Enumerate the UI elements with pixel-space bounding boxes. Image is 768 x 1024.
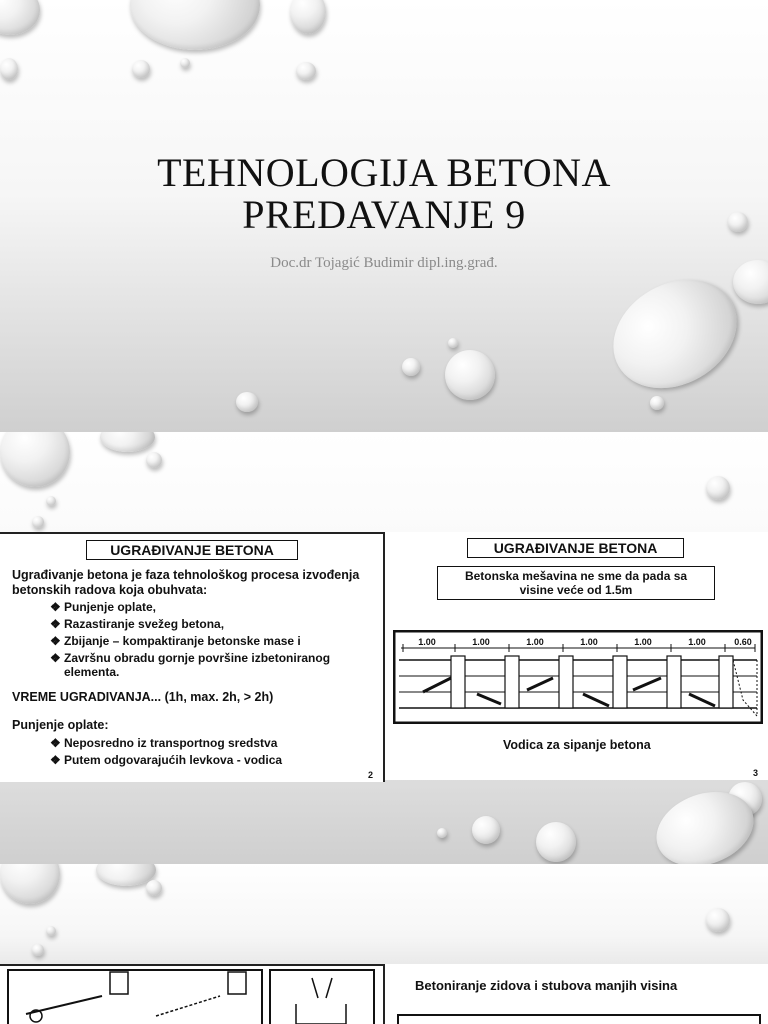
content-slide-3[interactable] (0, 864, 768, 1024)
intro-line-2: betonskih radova koja obuhvata: (12, 583, 208, 597)
water-drop (594, 258, 757, 410)
chute-diagram (393, 630, 763, 724)
title-line-2: PREDAVANJE 9 (242, 192, 526, 237)
rule-box (437, 566, 715, 600)
lecture-page-left (0, 964, 385, 1024)
diagram-caption: Vodica za sipanje betona (503, 738, 651, 752)
water-drop (132, 60, 150, 78)
water-drop (180, 58, 190, 68)
bullet-text: Putem odgovarajućih levkova - vodica (64, 753, 283, 767)
bullet-item: ❖ Završnu obradu gornje površine izbetoniranog (50, 651, 331, 665)
content-slide-2[interactable] (0, 432, 768, 864)
bullet-text: Razastiranje svežeg betona, (64, 617, 225, 631)
bullet-item: ❖ Zbijanje – kompaktiranje betonske mase i (50, 634, 301, 648)
bullet-item: ❖ Razastiranje svežeg betona, (50, 617, 225, 631)
water-drop (0, 432, 70, 487)
water-drop (402, 358, 420, 376)
dimension-label: 1.00 (526, 637, 544, 647)
water-drop (437, 828, 447, 838)
bullet-item: ❖ Neposredno iz transportnog sredstva (50, 736, 278, 750)
dimension-label: 1.00 (418, 637, 436, 647)
rule-line-1: Betonska mešavina ne sme da pada sa (464, 569, 688, 583)
dimension-label: 0.60 (734, 637, 752, 647)
water-drop (296, 62, 316, 80)
water-drop (100, 432, 155, 452)
water-drop (448, 338, 458, 348)
bullet-text: Završnu obradu gornje površine izbetoniranog (64, 651, 331, 665)
bullet-text: Zbijanje – kompaktiranje betonske mase i (64, 634, 301, 648)
water-drop (706, 476, 730, 500)
slide-title (0, 152, 768, 236)
page-number: 3 (752, 768, 758, 778)
water-drop (46, 496, 56, 506)
water-drop (290, 0, 326, 34)
water-drop (706, 908, 730, 932)
water-drop (236, 392, 258, 412)
bullet-item: ❖ Putem odgovarajućih levkova - vodica (50, 753, 283, 767)
bullet-continuation (64, 665, 119, 679)
water-drop (32, 944, 44, 956)
transport-diagram (6, 968, 376, 1024)
lecture-page-left (0, 532, 385, 782)
water-drop (146, 452, 162, 468)
title-slide[interactable] (0, 0, 768, 432)
punjenje-oplate-heading: Punjenje oplate: (12, 718, 109, 732)
lecture-page-right (385, 964, 768, 1024)
bullet-text: Neposredno iz transportnog sredstva (64, 736, 278, 750)
page-number: 2 (367, 770, 373, 780)
bullet-item: ❖ Punjenje oplate, (50, 600, 157, 614)
dimension-label: 1.00 (472, 637, 490, 647)
water-drop (46, 926, 56, 936)
slide-subtitle: Doc.dr Tojagić Budimir dipl.ing.građ. (270, 255, 498, 271)
water-drop (536, 822, 576, 862)
bullet-text: Punjenje oplate, (64, 600, 157, 614)
water-drop (0, 58, 18, 80)
vreme-ugradivanja: VREME UGRADIVANJA... (1h, max. 2h, > 2h) (12, 690, 274, 704)
water-drop (146, 880, 162, 896)
dimension-label: 1.00 (688, 637, 706, 647)
page-heading: UGRAĐIVANJE BETONA (86, 540, 298, 560)
page-heading: UGRAĐIVANJE BETONA (467, 538, 684, 558)
page-heading: Betoniranje zidova i stubova manjih visina (415, 978, 678, 993)
dimension-label: 1.00 (634, 637, 652, 647)
intro-line-1: Ugrađivanje betona je faza tehnološkog procesa izvođenja (12, 568, 360, 582)
water-drop (650, 396, 664, 410)
water-drop (472, 816, 500, 844)
rule-line-2: visine veće od 1.5m (519, 583, 633, 597)
water-drop (0, 864, 60, 904)
water-drop (0, 0, 40, 35)
water-drop (130, 0, 260, 50)
diagram-frame (397, 1014, 761, 1024)
lecture-page-right (385, 532, 768, 780)
water-drop (32, 516, 44, 528)
bullet-text: elementa. (64, 665, 120, 679)
title-line-1: TEHNOLOGIJA BETONA (157, 150, 611, 195)
water-drop (445, 350, 495, 400)
dimension-label: 1.00 (580, 637, 598, 647)
